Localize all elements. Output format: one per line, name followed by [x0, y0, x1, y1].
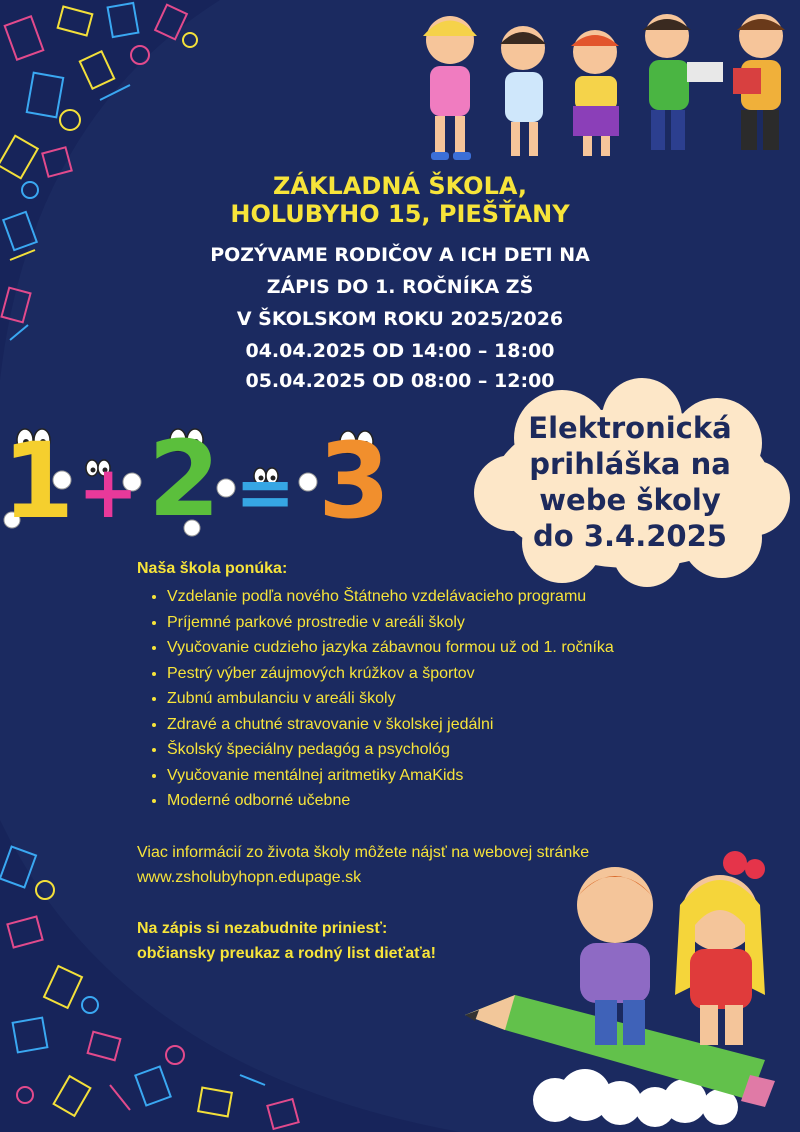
- cloud-line3: webe školy: [539, 483, 721, 517]
- list-item: • Vyučovanie cudzieho jazyka zábavnou formou už od 1. ročníka: [167, 635, 697, 661]
- plus-sign: +: [78, 450, 139, 534]
- number-one: 1: [2, 420, 75, 542]
- offer-section: [137, 560, 697, 814]
- list-item: • Školský špeciálny pedagóg a psychológ: [167, 737, 697, 763]
- invitation-line1: POZÝVAME RODIČOV A ICH DETI NA: [210, 244, 590, 266]
- cloud-line4: do 3.4.2025: [533, 519, 727, 553]
- cloud-callout: [492, 410, 768, 554]
- list-item: • Vzdelanie podľa nového Štátneho vzdelávacieho programu: [167, 584, 697, 610]
- website-link[interactable]: www.zsholubyhopn.edupage.sk: [137, 869, 362, 886]
- kids-on-pencil-illustration: [445, 845, 800, 1132]
- school-name-line1: ZÁKLADNÁ ŠKOLA,: [272, 172, 527, 200]
- offer-heading: Naša škola ponúka:: [137, 560, 288, 577]
- list-item: • Moderné odborné učebne: [167, 788, 697, 814]
- list-item: • Pestrý výber záujmových krúžkov a športov: [167, 661, 697, 687]
- school-name-line2: HOLUBYHO 15, PIEŠŤANY: [230, 200, 570, 228]
- list-item: • Zubnú ambulanciu v areáli školy: [167, 686, 697, 712]
- info-text: Viac informácií zo života školy môžete nájsť na webovej stránke: [137, 844, 590, 861]
- cloud-line1: Elektronická: [528, 411, 732, 445]
- reminder-line2: občiansky preukaz a rodný list dieťaťa!: [137, 945, 436, 962]
- list-item: • Príjemné parkové prostredie v areáli školy: [167, 610, 697, 636]
- date-line1: 04.04.2025 OD 14:00 – 18:00: [245, 340, 555, 362]
- list-item: • Zdravé a chutné stravovanie v školskej jedálni: [167, 712, 697, 738]
- date-line2: 05.04.2025 OD 08:00 – 12:00: [245, 370, 555, 392]
- reminder-section: [137, 916, 436, 966]
- children-illustration: [405, 0, 800, 170]
- list-item: • Vyučovanie mentálnej aritmetiky AmaKids: [167, 763, 697, 789]
- invitation-line3: V ŠKOLSKOM ROKU 2025/2026: [236, 308, 564, 330]
- offer-list: [137, 584, 697, 814]
- number-two: 2: [148, 418, 221, 540]
- reminder-line1: Na zápis si nezabudnite priniesť:: [137, 920, 388, 937]
- equals-sign: =: [235, 450, 296, 534]
- cloud-line2: prihláška na: [529, 447, 731, 481]
- invitation-line2: ZÁPIS DO 1. ROČNÍKA ZŠ: [266, 276, 534, 298]
- number-three: 3: [318, 420, 391, 542]
